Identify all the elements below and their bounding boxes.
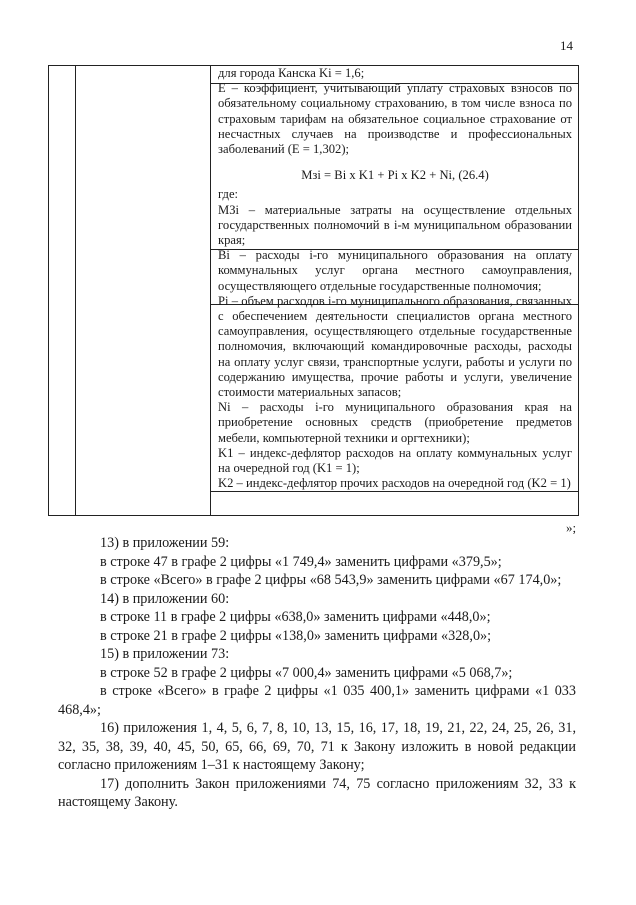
amendments-text (58, 534, 576, 812)
table-cell-paragraph: K1 – индекс-дефлятор расходов на оплату коммунальных услуг на очередной год (K1 = 1); (218, 445, 572, 476)
table-cell-paragraph: Ni – расходы i-го муниципального образования края на приобретение основных средств (приобретение предметов мебели, компьютерной техники и оргтехники); (218, 400, 572, 445)
table-cell-paragraph: K2 – индекс-дефлятор прочих расходов на очередной год (K2 = 1) (218, 476, 571, 491)
amendment-item: в строке «Всего» в графе 2 цифры «68 543,9» заменить цифрами «67 174,0»; (100, 572, 562, 588)
amendment-item: 17) дополнить Закон приложениями 74, 75 согласно приложениям 32, 33 к настоящему Закону. (58, 775, 576, 810)
formula: Мзi = Вi х K1 + Pi х K2 + Ni, (26.4) (301, 168, 489, 183)
table-cell-paragraph: Pi – объем расходов i-го муниципального образования, связанных с обеспечением деятельности специалистов органа местного самоуправления, осуществляющего отдельные государственные полномочия, включающий командировочные расходы, расходы на оплату услуг связи, транспортные услуги, работы и услуги по содержанию имущества, прочие работы и услуги, увеличение стоимости материальных запасов; (218, 293, 572, 400)
table-column-divider (210, 66, 211, 515)
table-cell-paragraph: для города Канска Ki = 1,6; (218, 66, 365, 80)
table-cell-paragraph: где: (218, 187, 239, 202)
table-cell-paragraph: Е – коэффициент, учитывающий уплату страховых взносов по обязательному социальному страхованию, в том числе взноса по страховым тарифам на обязательное социальное страхование от несчастных случаев на производстве и профессиональных заболеваний (Е = 1,302); (218, 81, 572, 157)
amendment-item: в строке 52 в графе 2 цифры «7 000,4» заменить цифрами «5 068,7»; (100, 664, 513, 681)
amendment-item: 16) приложения 1, 4, 5, 6, 7, 8, 10, 13, 15, 16, 17, 18, 19, 21, 22, 24, 25, 26, 31, 32, 35, 38, 39, 40, 45, 50, 65, 66, 69, 70, 71 к Закону изложить в новой редакции согласно приложениям 1–31 к настоящему Закону; (58, 720, 576, 773)
amendment-item: 15) в приложении 73: (100, 646, 230, 662)
amendment-item: в строке 11 в графе 2 цифры «638,0» заменить цифрами «448,0»; (100, 609, 491, 625)
amendment-item: 14) в приложении 60: (100, 590, 230, 607)
table-cell-paragraph: Вi – расходы i-го муниципального образования на оплату коммунальных услуг органа местного самоуправления, осуществляющего отдельные государственные полномочия; (218, 248, 572, 293)
amendment-item: 13) в приложении 59: (100, 535, 230, 551)
closing-quote: »; (566, 520, 577, 535)
amendment-item: в строке 47 в графе 2 цифры «1 749,4» заменить цифрами «379,5»; (100, 553, 502, 570)
table-column-divider (75, 66, 76, 515)
amendment-item: в строке 21 в графе 2 цифры «138,0» заменить цифрами «328,0»; (100, 627, 492, 644)
page-number: 14 (560, 38, 573, 53)
table-cell-paragraph: МЗi – материальные затраты на осуществление отдельных государственных полномочий в i-м муниципальном образовании края; (218, 202, 572, 248)
amendment-item: в строке «Всего» в графе 2 цифры «1 035 400,1» заменить цифрами «1 033 468,4»; (58, 683, 576, 718)
table-cell-text (218, 66, 572, 491)
